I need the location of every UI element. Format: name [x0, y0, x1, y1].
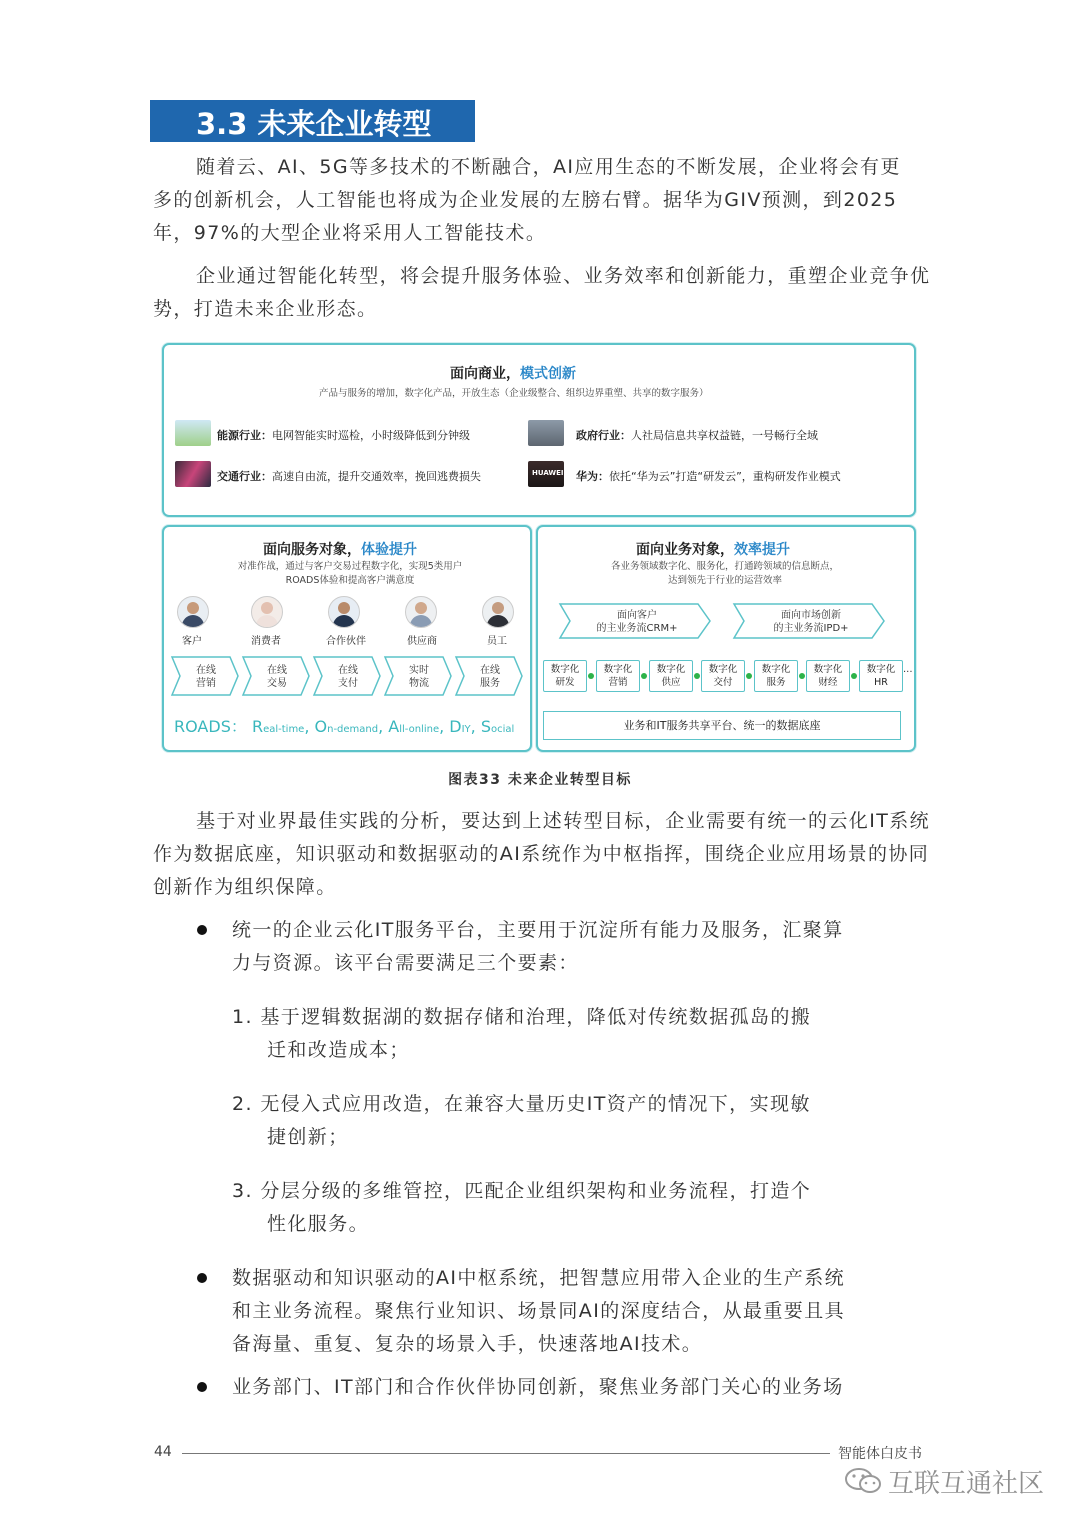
digital-domain-box: 数字化 研发 [543, 660, 587, 692]
link-dot [799, 673, 805, 679]
energy-thumbnail [175, 420, 211, 446]
digital-domain-box: 数字化 营销 [596, 660, 640, 692]
text-line: 统一的企业云化IT服务平台，主要用于沉淀所有能力及服务，汇聚算 [232, 919, 844, 941]
business-box-subtitle: 产品与服务的增加，数字化产品，开放生态（企业级整合、组织边界重塑、共享的数字服务） [319, 388, 709, 399]
text-line: 和主业务流程。聚焦行业知识、场景同AI的深度结合，从最重要且具 [232, 1300, 846, 1322]
huawei-logo-text: HUAWEI [532, 469, 564, 477]
roads-term: DIY [449, 717, 471, 736]
section-heading-bar [150, 100, 475, 142]
user-label: 员工 [487, 636, 507, 647]
text-line: 基于对业界最佳实践的分析，要达到上述转型目标，企业需要有统一的云化IT系统 [196, 810, 931, 832]
roads-term: On-demand [314, 717, 379, 736]
step-label: 在线 支付 [338, 665, 358, 689]
digital-domain-box: 数字化 供应 [649, 660, 693, 692]
digital-domain-box: 数字化 交付 [701, 660, 745, 692]
link-dot [641, 673, 647, 679]
text-line: 力与资源。该平台需要满足三个要素： [232, 952, 579, 974]
text-line: 性化服务。 [267, 1213, 370, 1235]
bullet-dot [197, 1273, 207, 1283]
partner-avatar [328, 596, 360, 628]
huawei-thumbnail [528, 461, 564, 487]
industry-item-traffic: 交通行业：高速自由流，提升交通效率，挽回逃费损失 [217, 470, 481, 483]
book-title: 智能体白皮书 [838, 1446, 922, 1462]
flow-label: 面向市场创新 的主业务流IPD+ [773, 610, 849, 634]
roads-term: Real-time [251, 717, 305, 736]
user-label: 合作伙伴 [326, 636, 366, 647]
supplier-avatar [405, 596, 437, 628]
link-dot [746, 673, 752, 679]
text-line: 业务部门、IT部门和合作伙伴协同创新，聚焦业务部门关心的业务场 [232, 1376, 844, 1398]
text-line: 3. 分层分级的多维管控，匹配企业组织架构和业务流程，打造个 [232, 1180, 812, 1202]
roads-legend: ROADS： Real-time, On-demand, All-online, DIY, Social [174, 717, 515, 736]
step-label: 在线 服务 [480, 665, 500, 689]
text-line: 备海量、重复、复杂的场景入手，快速落地AI技术。 [232, 1333, 703, 1355]
text-line: 年，97%的大型企业将采用人工智能技术。 [153, 222, 547, 244]
customer-avatar [177, 596, 209, 628]
flow-label: 面向客户 的主业务流CRM+ [596, 610, 678, 634]
traffic-thumbnail [175, 461, 211, 487]
efficiency-box-title: 面向业务对象，效率提升 [636, 542, 790, 558]
footer-rule [182, 1453, 830, 1454]
digital-domain-box: 数字化 HR [859, 660, 903, 692]
text-line: 数据驱动和知识驱动的AI中枢系统，把智慧应用带入企业的生产系统 [232, 1267, 846, 1289]
text-line: 企业通过智能化转型，将会提升服务体验、业务效率和创新能力，重塑企业竞争优 [196, 265, 931, 287]
business-box-title: 面向商业，模式创新 [450, 366, 576, 382]
user-label: 客户 [182, 636, 202, 647]
platform-bar: 业务和IT服务共享平台、统一的数据底座 [543, 711, 901, 740]
text-line: 多的创新机会，人工智能也将成为企业发展的左膀右臂。据华为GIV预测，到2025 [153, 189, 898, 211]
link-dot [694, 673, 700, 679]
user-label: 供应商 [407, 636, 437, 647]
service-box-subtitle: 对准作战，通过与客户交易过程数字化，实现5类用户 ROADS体验和提高客户满意度 [237, 561, 463, 586]
text-line: 随着云、AI、5G等多技术的不断融合，AI应用生态的不断发展，企业将会有更 [196, 156, 901, 178]
industry-item-government: 政府行业：人社局信息共享权益链，一号畅行全域 [576, 429, 818, 442]
link-dot [588, 673, 594, 679]
service-box-title: 面向服务对象，体验提升 [263, 542, 417, 558]
digital-domain-box: 数字化 服务 [754, 660, 798, 692]
roads-term: Social [480, 717, 515, 736]
industry-item-huawei: 华为：依托“华为云”打造“研发云”，重构研发作业模式 [576, 470, 841, 483]
text-line: 2. 无侵入式应用改造，在兼容大量历史IT资产的情况下，实现敏 [232, 1093, 811, 1115]
section-title: 3.3 未来企业转型 [196, 107, 432, 141]
step-label: 实时 物流 [409, 665, 429, 689]
text-line: 迁和改造成本； [267, 1039, 410, 1061]
consumer-avatar [251, 596, 283, 628]
text-line: 作为数据底座，知识驱动和数据驱动的AI系统作为中枢指挥，围绕企业应用场景的协同 [153, 843, 930, 865]
efficiency-box-subtitle: 各业务领域数字化、服务化，打通跨领域的信息断点， 达到领先于行业的运营效率 [610, 561, 839, 586]
government-thumbnail [528, 420, 564, 446]
watermark-text: 互联互通社区 [888, 1469, 1045, 1499]
text-line: 创新作为组织保障。 [153, 876, 337, 898]
step-label: 在线 交易 [267, 665, 287, 689]
user-label: 消费者 [251, 636, 281, 647]
roads-term: All-online [388, 717, 440, 736]
text-line: 1. 基于逻辑数据湖的数据存储和治理，降低对传统数据孤岛的搬 [232, 1006, 812, 1028]
figure-caption: 图表33 未来企业转型目标 [448, 772, 632, 788]
page-number: 44 [154, 1444, 172, 1460]
step-label: 在线 营销 [196, 665, 216, 689]
text-line: 捷创新； [267, 1126, 349, 1148]
text-line: 势，打造未来企业形态。 [153, 298, 378, 320]
link-dot [851, 673, 857, 679]
employee-avatar [482, 596, 514, 628]
ellipsis: ... [903, 664, 913, 675]
bullet-dot [197, 1382, 207, 1392]
digital-domain-box: 数字化 财经 [806, 660, 850, 692]
bullet-dot [197, 925, 207, 935]
wechat-icon [844, 1466, 884, 1496]
industry-item-energy: 能源行业：电网智能实时巡检，小时级降低到分钟级 [217, 429, 470, 442]
